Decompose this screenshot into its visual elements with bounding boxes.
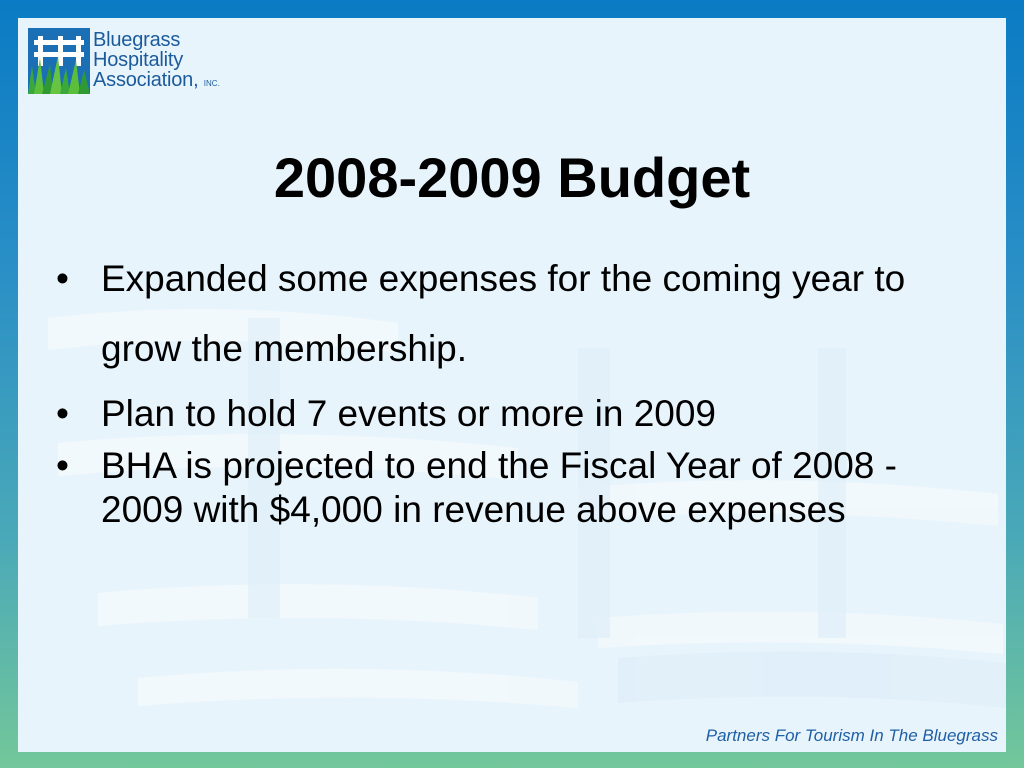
fence-grass-logo-icon	[28, 28, 90, 94]
logo-line-1: Bluegrass	[93, 29, 181, 51]
content-panel	[18, 18, 1006, 752]
organization-logo-text	[93, 30, 220, 94]
bullet-list	[56, 244, 976, 532]
bullet-item: • BHA is projected to end the Fiscal Year of 2008 - 2009 with $4,000 in revenue above expenses	[56, 444, 976, 532]
logo-line-2: Hospitality	[93, 49, 184, 71]
slide-title: 2008-2009 Budget	[273, 146, 751, 209]
footer-tagline: Partners For Tourism In The Bluegrass	[705, 726, 998, 745]
logo-line-3: Association,	[93, 69, 199, 91]
logo-inc-suffix: INC.	[203, 79, 220, 88]
bullet-item: • Plan to hold 7 events or more in 2009	[56, 384, 976, 444]
bullet-item: • Expanded some expenses for the coming year to grow the membership.	[56, 244, 976, 384]
